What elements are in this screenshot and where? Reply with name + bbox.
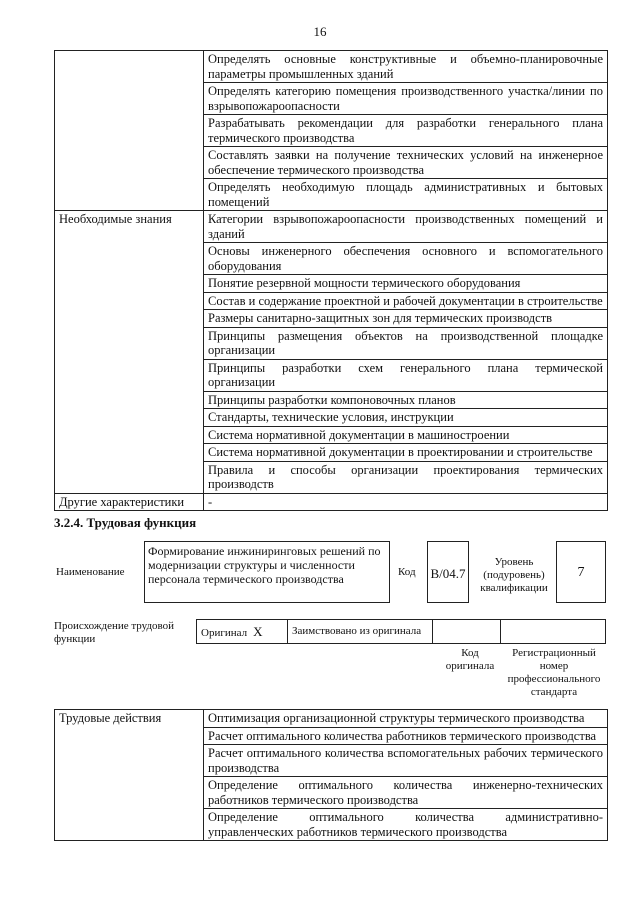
original-cell xyxy=(197,620,288,643)
skill-item: Определять основные конструктивные и объемно-планировочные параметры промышленных зданий xyxy=(204,51,608,83)
skill-item: Разрабатывать рекомендации для разработки генерального плана термического производства xyxy=(204,115,608,147)
other-characteristics-value: - xyxy=(204,493,608,511)
code-value-box: B/04.7 xyxy=(427,541,469,603)
code-caption: Код оригинала xyxy=(445,647,495,672)
level-label: Уровень (подуровень) квалификации xyxy=(480,556,548,594)
knowledge-item: Размеры санитарно-защитных зон для термических производств xyxy=(204,310,608,328)
knowledge-item: Принципы разработки компоновочных планов xyxy=(204,391,608,409)
origin-label: Происхождение трудовой функции xyxy=(54,620,175,645)
other-characteristics-label: Другие характеристики xyxy=(55,493,204,511)
table-row xyxy=(55,51,608,83)
page-number: 16 xyxy=(313,24,327,39)
action-item: Определение оптимального количества административно-управленческих работников термического производства xyxy=(204,809,608,841)
knowledge-item: Понятие резервной мощности термического оборудования xyxy=(204,275,608,293)
knowledge-item: Принципы разработки схем генерального плана термической организации xyxy=(204,359,608,391)
origin-row xyxy=(196,619,606,644)
action-item: Оптимизация организационной структуры термического производства xyxy=(204,710,608,728)
original-mark: X xyxy=(253,624,263,639)
knowledge-label: Необходимые знания xyxy=(55,211,204,494)
action-item: Расчет оптимального количества вспомогательных рабочих термического производства xyxy=(204,745,608,777)
table-row xyxy=(55,710,608,728)
function-name-box: Формирование инжиниринговых решений по модернизации структуры и численности персонала термического производства xyxy=(144,541,390,603)
skills-knowledge-table xyxy=(54,50,608,511)
action-item: Определение оптимального количества инженерно-технических работников термического производства xyxy=(204,777,608,809)
knowledge-item: Категории взрывопожароопасности производственных помещений и зданий xyxy=(204,211,608,243)
knowledge-item: Система нормативной документации в проектировании и строительстве xyxy=(204,444,608,462)
level-value-box: 7 xyxy=(556,541,606,603)
table-row xyxy=(55,493,608,511)
knowledge-item: Принципы размещения объектов на производственной площадке организации xyxy=(204,327,608,359)
knowledge-item: Правила и способы организации проектирования термических производств xyxy=(204,461,608,493)
skill-item: Составлять заявки на получение технических условий на инженерное обеспечение термического производства xyxy=(204,147,608,179)
action-item: Расчет оптимального количества работников термического производства xyxy=(204,727,608,745)
original-label: Оригинал xyxy=(201,627,248,639)
table-row xyxy=(55,211,608,243)
knowledge-item: Состав и содержание проектной и рабочей документации в строительстве xyxy=(204,292,608,310)
labor-actions-table xyxy=(54,709,608,841)
origin-reg-cell xyxy=(501,620,605,643)
knowledge-item: Основы инженерного обеспечения основного и вспомогательного оборудования xyxy=(204,243,608,275)
skills-continued-label-cell xyxy=(55,51,204,211)
skill-item: Определять необходимую площадь административных и бытовых помещений xyxy=(204,179,608,211)
knowledge-item: Система нормативной документации в машиностроении xyxy=(204,426,608,444)
registration-caption: Регистрационный номер профессионального стандарта xyxy=(507,647,601,698)
code-label: Код xyxy=(398,566,416,578)
labor-actions-label: Трудовые действия xyxy=(55,710,204,841)
borrowed-cell: Заимствовано из оригинала xyxy=(288,620,433,643)
skill-item: Определять категорию помещения производственного участка/линии по взрывопожароопасности xyxy=(204,83,608,115)
name-label: Наименование xyxy=(56,566,125,578)
section-title: 3.2.4. Трудовая функция xyxy=(54,515,197,530)
knowledge-item: Стандарты, технические условия, инструкции xyxy=(204,409,608,427)
origin-code-cell xyxy=(433,620,501,643)
